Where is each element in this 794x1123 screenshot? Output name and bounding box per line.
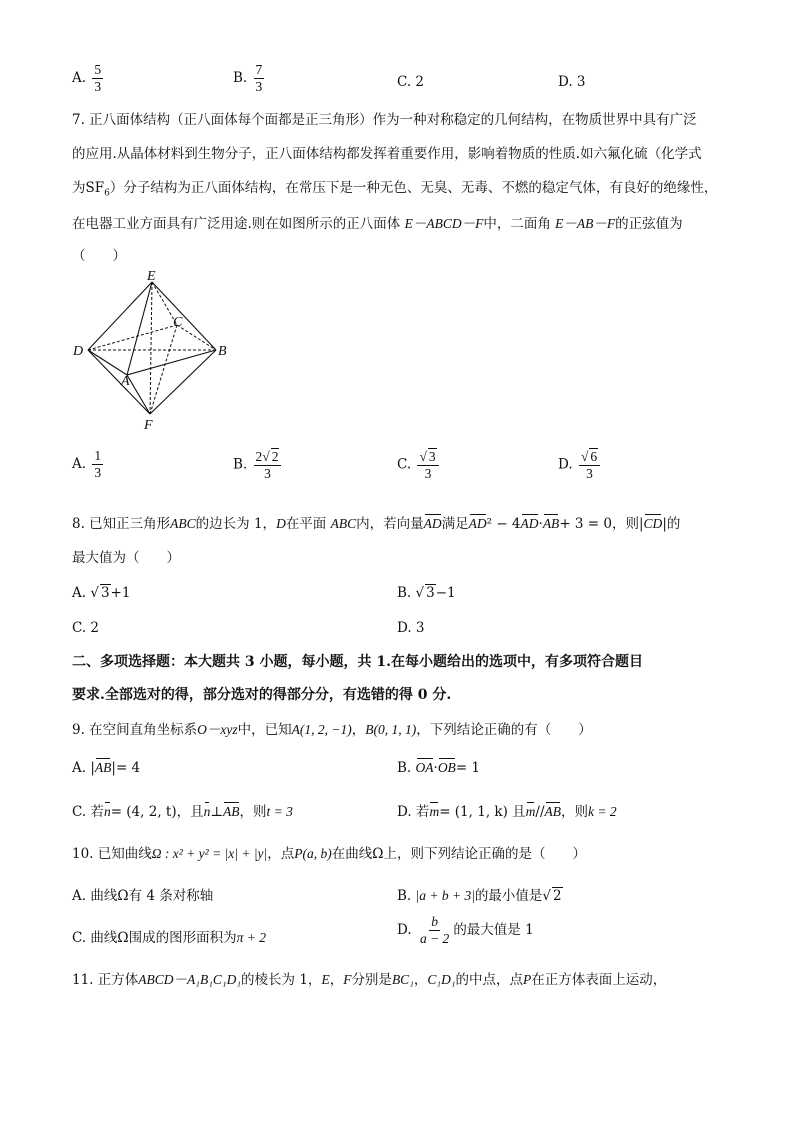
- q9-option-c: [72, 800, 293, 820]
- q7-line-2: 的应用.从晶体材料到生物分子，正八面体结构都发挥着重要作用，影响着物质的性质.如六氟化硫（化学式: [72, 146, 702, 162]
- option-label: B.: [397, 760, 412, 776]
- text: //: [535, 804, 545, 820]
- plane-name: ABC: [330, 516, 357, 531]
- text: 在正方体表面上运动，: [531, 972, 667, 988]
- denominator: a − 2: [419, 931, 450, 946]
- q6-option-a: [72, 62, 105, 95]
- vector-ab: AB: [94, 760, 112, 775]
- radicand: 2: [271, 449, 279, 464]
- text: ，点: [267, 846, 295, 862]
- text: 9. 在空间直角坐标系: [72, 722, 198, 738]
- text: 中，已知: [237, 722, 292, 738]
- edge-DA: [88, 350, 127, 375]
- option-label: B.: [233, 456, 248, 473]
- option-label: C. 若: [72, 804, 104, 820]
- option-label: D. 若: [397, 804, 430, 820]
- text: |= 4: [111, 760, 141, 776]
- option-label: A.: [72, 70, 87, 86]
- vertex-label-B: B: [218, 344, 227, 359]
- vector-n: n: [203, 804, 211, 819]
- vertex-label-A: A: [121, 374, 130, 389]
- q7-line-5: （ ）: [72, 248, 126, 264]
- radicand: 3: [428, 449, 436, 464]
- q8-option-c: C. 2: [72, 620, 100, 636]
- numerator: √ 3: [417, 448, 438, 466]
- radicand: 2: [553, 888, 562, 904]
- fraction: [579, 448, 600, 482]
- q6-option-c: C. 2: [397, 74, 425, 90]
- vector-oa: OA: [415, 760, 434, 775]
- text: 分别是: [351, 972, 392, 988]
- segment-c1d1: C₁D₁: [427, 972, 456, 987]
- text: +1: [110, 585, 131, 601]
- text: 在平面: [285, 516, 327, 532]
- denominator: 3: [424, 466, 432, 481]
- cube-name: ABCD－A₁B₁C₁D₁: [138, 972, 242, 987]
- text: ² − 4: [486, 516, 521, 532]
- q10-option-a: A. 曲线Ω有 4 条对称轴: [72, 888, 214, 904]
- q6-option-b: [233, 62, 266, 95]
- octahedron-name: E－ABCD－F: [404, 216, 484, 231]
- q9-option-b: [397, 760, 480, 776]
- radicand: 3: [100, 585, 110, 601]
- q8-line-2: 最大值为（ ）: [72, 550, 180, 566]
- text: |: [90, 760, 95, 776]
- vector-n: n: [103, 804, 111, 819]
- text: ，下列结论正确的有（ ）: [416, 722, 592, 738]
- text: = (4, 2, t)，且: [110, 804, 204, 820]
- q9-option-d: [397, 800, 617, 820]
- q10-option-b: B. |a + b + 3|的最小值是√ 2: [397, 888, 562, 904]
- text: 10. 已知曲线: [72, 846, 152, 862]
- text: 中，二面角: [483, 216, 551, 232]
- text: 8. 已知正三角形: [72, 516, 171, 532]
- text: 内，若向量: [356, 516, 424, 532]
- text: 的正弦值为: [615, 216, 683, 232]
- text: 的中点，点: [455, 972, 524, 988]
- text: 满足: [441, 516, 469, 532]
- vector-ad: AD: [520, 516, 539, 531]
- segment-bc1: BC₁: [391, 972, 414, 987]
- q7-line-1: 7. 正八面体结构（正八面体每个面都是正三角形）作为一种对称稳定的几何结构，在物质世界中具有广泛: [72, 112, 697, 128]
- formula: SF: [85, 180, 105, 196]
- denominator: 3: [586, 466, 593, 481]
- q8-option-a: A. √ 3+1: [72, 585, 131, 601]
- q10-line: [72, 842, 586, 862]
- q11-line: 11. 正方体ABCD－A₁B₁C₁D₁的棱长为 1，E，F分别是BC₁，C₁D₁的中点，点P在正方体表面上运动，: [72, 972, 667, 988]
- edge-EB: [152, 282, 216, 350]
- text: = 1: [455, 760, 481, 776]
- section-2-heading-line-1: 二、多项选择题：本大题共 3 小题，每小题，共 1.在每小题给出的选项中，有多项符合题目: [72, 654, 643, 670]
- option-label: D.: [397, 922, 412, 938]
- numerator: √ 6: [579, 448, 600, 466]
- text: 在电器工业方面具有广泛用途.则在如图所示的正八面体: [72, 216, 401, 232]
- vertex-label-C: C: [173, 315, 183, 330]
- text: ·: [433, 760, 438, 776]
- q10-option-c: [72, 926, 266, 946]
- option-label: A.: [72, 760, 87, 776]
- section-2-heading-line-2: 要求.全部选对的得，部分选对的得部分分，有选错的得 0 分.: [72, 687, 452, 703]
- q10-option-d: [397, 914, 534, 947]
- text: ）分子结构为正八面体结构，在常压下是一种无色、无臭、无毒、不燃的稳定气体，有良好的绝缘性，: [109, 180, 718, 196]
- q8-option-d: D. 3: [397, 620, 425, 636]
- text: −1: [435, 585, 456, 601]
- result: k = 2: [588, 804, 617, 819]
- point-d: D: [276, 516, 286, 531]
- point-a: A(1, 2, −1): [291, 722, 352, 737]
- option-label: A.: [72, 585, 87, 601]
- vector-ad: AD: [468, 516, 487, 531]
- denominator: 3: [94, 79, 102, 94]
- text: 的棱长为 1，: [241, 972, 322, 988]
- formula-sf6: [85, 180, 110, 199]
- point-f: F: [343, 972, 352, 987]
- dihedral-angle: E－AB－F: [555, 216, 616, 231]
- fraction: [92, 448, 103, 481]
- point-p: P: [523, 972, 532, 987]
- text: |的: [662, 516, 681, 532]
- text: ，则: [239, 804, 267, 820]
- fraction: [418, 914, 451, 947]
- q9-line: 9. 在空间直角坐标系O－xyz中，已知A(1, 2, −1)，B(0, 1, 1)，下列结论正确的有（ ）: [72, 722, 592, 738]
- text: = (1, 1, k) 且: [439, 804, 526, 820]
- text: 的边长为 1，: [195, 516, 277, 532]
- text: + 3 = 0，则|: [559, 516, 644, 532]
- q9-option-a: [72, 760, 140, 776]
- expression: |a + b + 3|: [415, 888, 475, 903]
- fraction: [254, 62, 265, 95]
- numerator: b: [431, 914, 438, 929]
- option-label: B.: [397, 888, 412, 904]
- radicand: 3: [426, 585, 435, 601]
- point-e: E: [321, 972, 330, 987]
- option-label: C.: [397, 456, 412, 473]
- fraction: [92, 62, 103, 95]
- denominator: 3: [94, 465, 102, 480]
- vertex-label-E: E: [147, 269, 156, 284]
- point-p: P(a, b): [294, 846, 332, 861]
- subscript: 6: [104, 188, 110, 199]
- numerator: 1: [94, 448, 102, 463]
- vector-ad: AD: [423, 516, 442, 531]
- fraction: [254, 448, 282, 482]
- numerator: 7: [255, 62, 263, 77]
- q7-option-b: [233, 448, 283, 482]
- edge-DF: [88, 350, 150, 414]
- vector-ab: AB: [542, 516, 560, 531]
- text: C. 曲线Ω围成的图形面积为: [72, 930, 237, 946]
- coordinate-system: O－xyz: [197, 722, 238, 737]
- triangle-name: ABC: [170, 516, 196, 531]
- q7-option-d: [558, 448, 602, 482]
- text: 为: [72, 180, 86, 196]
- q7-option-a: [72, 448, 105, 481]
- edge-DC: [88, 325, 177, 350]
- text: ⊥: [210, 804, 224, 820]
- option-label: D.: [558, 456, 573, 473]
- text: 的最大值是 1: [453, 922, 534, 938]
- octahedron-figure: [68, 268, 238, 434]
- vector-m: m: [429, 804, 440, 819]
- q7-option-c: [397, 448, 441, 482]
- q7-line-4: [72, 212, 683, 232]
- coefficient: 2: [255, 449, 263, 464]
- denominator: 3: [264, 466, 271, 481]
- option-label: A.: [72, 456, 87, 472]
- curve-equation: Ω : x² + y² = |x| + |y|: [151, 846, 268, 861]
- point-b: B(0, 1, 1): [365, 722, 417, 737]
- text: ，则: [561, 804, 588, 820]
- option-label: B.: [233, 70, 248, 86]
- option-label: B.: [397, 585, 412, 601]
- vector-ab: AB: [223, 804, 240, 819]
- vertex-label-F: F: [144, 418, 153, 433]
- vector-m: m: [525, 804, 536, 819]
- text: 的最小值是: [474, 888, 543, 904]
- q6-option-d: D. 3: [558, 74, 586, 90]
- radicand: 6: [590, 449, 598, 464]
- vector-ob: OB: [437, 760, 456, 775]
- text: 11. 正方体: [72, 972, 139, 988]
- vertex-label-D: D: [73, 344, 84, 359]
- q8-option-b: B. √ 3−1: [397, 585, 456, 601]
- vector-ab: AB: [544, 804, 561, 819]
- q8-line-1: 8. 已知正三角形ABC的边长为 1，D在平面 ABC内，若向量AD满足AD² − 4AD·AB+ 3 = 0，则|CD|的: [72, 516, 681, 532]
- fraction: [417, 448, 438, 482]
- result: t = 3: [266, 804, 293, 819]
- text: 在曲线Ω上，则下列结论正确的是（ ）: [331, 846, 586, 862]
- vector-cd: CD: [643, 516, 663, 531]
- diagonal-EF: [150, 282, 152, 414]
- numerator: 5: [94, 62, 102, 77]
- q7-line-3: [72, 176, 717, 199]
- expression: π + 2: [236, 930, 266, 945]
- numerator: 2√ 2: [254, 448, 282, 466]
- denominator: 3: [255, 79, 263, 94]
